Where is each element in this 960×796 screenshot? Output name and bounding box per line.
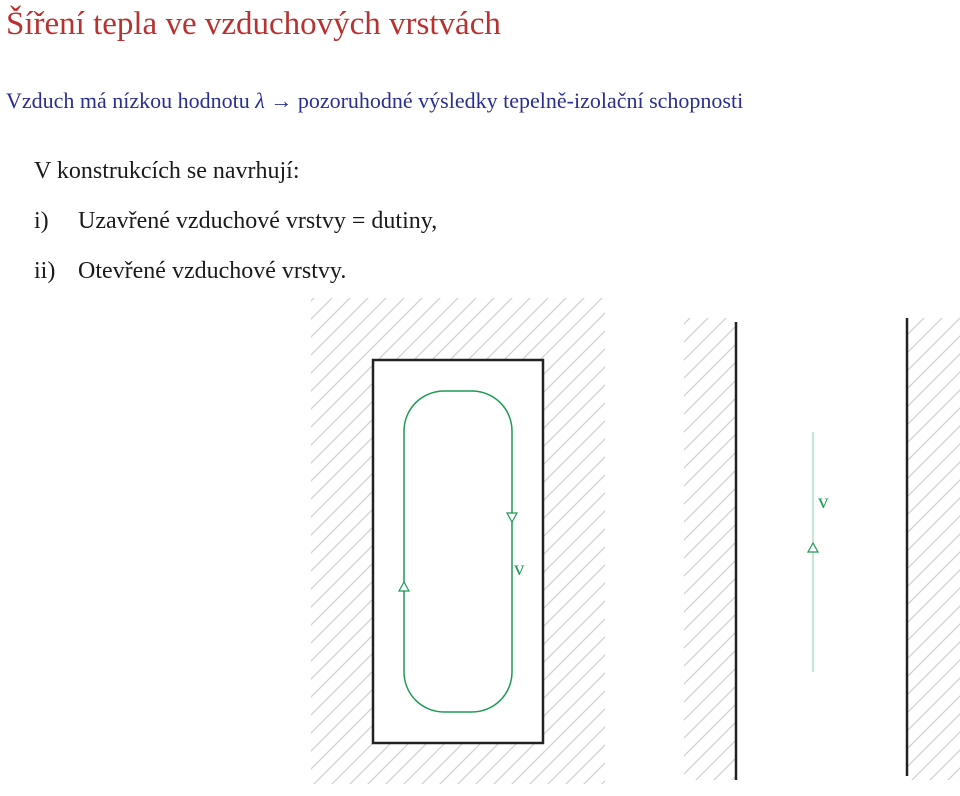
subtitle-line [6,86,743,116]
open-velocity-label: v [818,489,829,513]
slide-title: Šíření tepla ve vzduchových vrstvách [6,6,501,42]
air-cavity [373,360,543,743]
list-marker: i) [34,208,49,234]
subtitle-text-before: Vzduch má nízkou hodnotu [6,88,256,113]
closed-velocity-label: v [514,556,525,580]
list-item-closed [34,206,437,236]
open-layer-diagram [684,318,960,780]
subtitle-text-after: pozoruhodné výsledky tepelně-izolační schopnosti [292,88,744,113]
intro-text: V konstrukcích se navrhují: [34,158,300,184]
arrow-icon: → [270,88,293,113]
right-wall-hatching [907,318,960,780]
flow-arrow-up-icon [808,543,818,552]
left-wall-hatching [684,318,736,780]
list-item-open [34,256,346,286]
closed-cavity-diagram [311,298,605,784]
list-item-text: Otevřené vzduchové vrstvy. [78,258,347,284]
list-marker: ii) [34,258,56,284]
list-item-text: Uzavřené vzduchové vrstvy = dutiny, [78,208,438,234]
lambda-symbol: λ [255,88,265,113]
air-layers-figure [0,290,960,796]
